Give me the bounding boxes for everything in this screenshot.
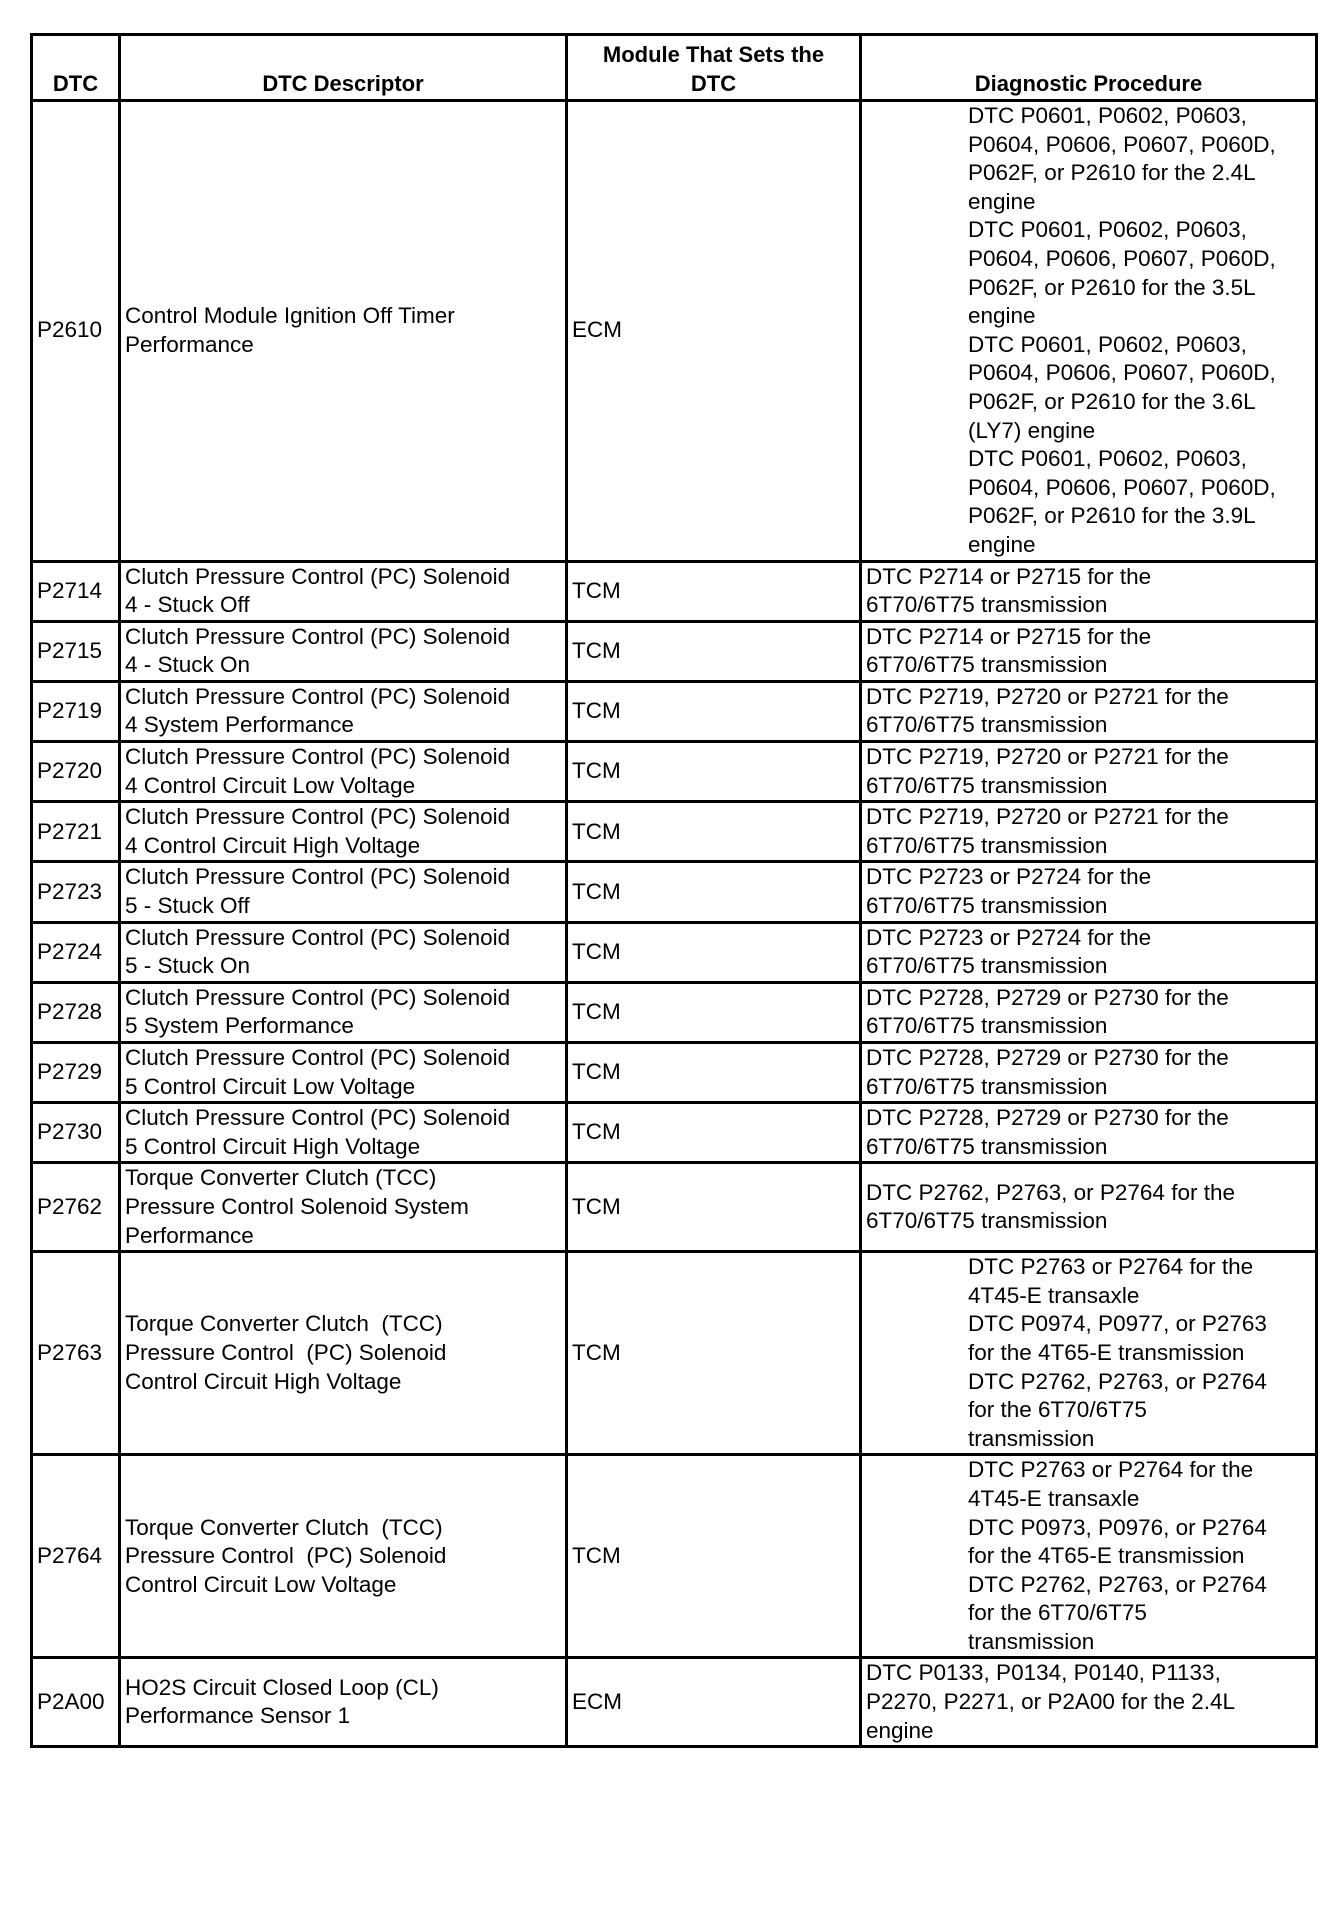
table-row: [32, 862, 1317, 922]
procedure-line: DTC P2728, P2729 or P2730 for the: [866, 984, 1229, 1010]
module-cell: TCM: [567, 922, 861, 982]
procedure-line: DTC P0973, P0976, or P2764: [968, 1514, 1267, 1540]
header-descriptor: DTC Descriptor: [120, 35, 567, 101]
table-row: [32, 1043, 1317, 1103]
procedure-line: DTC P2762, P2763, or P2764: [968, 1571, 1267, 1597]
procedure-line: DTC P0133, P0134, P0140, P1133,: [866, 1660, 1221, 1686]
table-row: [32, 742, 1317, 802]
descriptor-line: Pressure Control (PC) Solenoid: [125, 1543, 447, 1569]
module-cell: TCM: [567, 1103, 861, 1163]
descriptor-line: 5 - Stuck Off: [125, 893, 250, 919]
diagnostic-procedure-cell: [861, 922, 1317, 982]
dtc-descriptor-cell: [120, 1043, 567, 1103]
diagnostic-procedure-cell: [861, 982, 1317, 1042]
diagnostic-procedure-cell: [861, 1043, 1317, 1103]
header-dtc: DTC: [32, 35, 120, 101]
table-row: [32, 922, 1317, 982]
dtc-descriptor-cell: [120, 922, 567, 982]
procedure-line: for the 4T65-E transmission: [968, 1543, 1245, 1569]
descriptor-line: 5 System Performance: [125, 1013, 354, 1039]
table-body: [32, 101, 1317, 1747]
dtc-descriptor-cell: [120, 1658, 567, 1747]
dtc-code-cell: P2714: [32, 561, 120, 621]
procedure-line: engine: [866, 1717, 934, 1743]
descriptor-line: Performance Sensor 1: [125, 1703, 351, 1729]
procedure-line: P062F, or P2610 for the 3.5L: [968, 274, 1256, 300]
procedure-line: DTC P2723 or P2724 for the: [866, 864, 1152, 890]
diagnostic-procedure-cell: [861, 561, 1317, 621]
diagnostic-procedure-cell: [861, 681, 1317, 741]
descriptor-line: 4 System Performance: [125, 712, 354, 738]
descriptor-line: Torque Converter Clutch (TCC): [125, 1165, 437, 1191]
module-cell: ECM: [567, 101, 861, 562]
dtc-descriptor-cell: [120, 621, 567, 681]
module-cell: TCM: [567, 561, 861, 621]
descriptor-line: Control Module Ignition Off Timer: [125, 303, 455, 329]
descriptor-line: 4 - Stuck Off: [125, 592, 250, 618]
dtc-descriptor-cell: [120, 561, 567, 621]
procedure-line: P062F, or P2610 for the 3.9L: [968, 503, 1256, 529]
table-row: [32, 101, 1317, 562]
dtc-descriptor-cell: [120, 982, 567, 1042]
procedure-line: for the 6T70/6T75: [968, 1397, 1147, 1423]
procedure-line: DTC P2723 or P2724 for the: [866, 924, 1152, 950]
table-row: [32, 1455, 1317, 1658]
procedure-line: 6T70/6T75 transmission: [866, 592, 1108, 618]
procedure-line: 6T70/6T75 transmission: [866, 1013, 1108, 1039]
descriptor-line: Clutch Pressure Control (PC) Solenoid: [125, 1045, 511, 1070]
procedure-line: 6T70/6T75 transmission: [866, 1133, 1108, 1159]
header-procedure: Diagnostic Procedure: [861, 35, 1317, 101]
procedure-line: DTC P2719, P2720 or P2721 for the: [866, 744, 1229, 770]
dtc-code-cell: P2762: [32, 1163, 120, 1252]
module-cell: TCM: [567, 1163, 861, 1252]
descriptor-line: Control Circuit Low Voltage: [125, 1571, 397, 1597]
descriptor-line: Control Circuit High Voltage: [125, 1368, 402, 1394]
module-cell: TCM: [567, 681, 861, 741]
dtc-code-cell: P2728: [32, 982, 120, 1042]
procedure-line: 4T45-E transaxle: [968, 1282, 1140, 1308]
table-row: [32, 1658, 1317, 1747]
procedure-line: P0604, P0606, P0607, P060D,: [968, 474, 1276, 500]
procedure-line: P0604, P0606, P0607, P060D,: [968, 360, 1276, 386]
module-cell: TCM: [567, 802, 861, 862]
dtc-code-cell: P2723: [32, 862, 120, 922]
procedure-line: engine: [968, 188, 1036, 214]
descriptor-line: Clutch Pressure Control (PC) Solenoid: [125, 563, 511, 589]
dtc-descriptor-cell: [120, 1103, 567, 1163]
module-cell: TCM: [567, 862, 861, 922]
module-cell: TCM: [567, 982, 861, 1042]
descriptor-line: Performance: [125, 331, 254, 357]
procedure-line: DTC P2719, P2720 or P2721 for the: [866, 683, 1229, 709]
descriptor-line: Clutch Pressure Control (PC) Solenoid: [125, 623, 511, 649]
diagnostic-procedure-cell: [861, 1103, 1317, 1163]
procedure-line: DTC P2714 or P2715 for the: [866, 563, 1152, 589]
procedure-line: 6T70/6T75 transmission: [866, 953, 1108, 979]
diagnostic-procedure-cell: [861, 862, 1317, 922]
dtc-code-cell: P2A00: [32, 1658, 120, 1747]
diagnostic-procedure-cell: [861, 802, 1317, 862]
descriptor-line: Pressure Control (PC) Solenoid: [125, 1339, 447, 1365]
diagnostic-procedure-cell: [861, 1455, 1317, 1658]
procedure-line: DTC P2762, P2763, or P2764: [968, 1368, 1267, 1394]
procedure-line: 6T70/6T75 transmission: [866, 832, 1108, 858]
procedure-line: for the 6T70/6T75: [968, 1600, 1147, 1626]
dtc-descriptor-cell: [120, 862, 567, 922]
descriptor-line: Clutch Pressure Control (PC) Solenoid: [125, 804, 511, 830]
dtc-descriptor-cell: [120, 1252, 567, 1455]
module-cell: ECM: [567, 1658, 861, 1747]
dtc-descriptor-cell: [120, 802, 567, 862]
header-module: [567, 35, 861, 101]
procedure-line: 6T70/6T75 transmission: [866, 652, 1108, 678]
table-row: [32, 1163, 1317, 1252]
procedure-line: DTC P0601, P0602, P0603,: [968, 103, 1247, 128]
header-module-line: DTC: [690, 71, 737, 96]
procedure-line: P062F, or P2610 for the 2.4L: [968, 160, 1256, 186]
module-cell: TCM: [567, 1455, 861, 1658]
procedure-line: engine: [968, 531, 1036, 557]
procedure-line: P2270, P2271, or P2A00 for the 2.4L: [866, 1689, 1236, 1715]
descriptor-line: 4 Control Circuit High Voltage: [125, 832, 421, 858]
header-module-line: Module That Sets the: [602, 42, 825, 67]
descriptor-line: Clutch Pressure Control (PC) Solenoid: [125, 924, 511, 950]
dtc-code-cell: P2720: [32, 742, 120, 802]
module-cell: TCM: [567, 742, 861, 802]
dtc-descriptor-cell: [120, 1455, 567, 1658]
descriptor-line: 4 - Stuck On: [125, 652, 251, 678]
descriptor-line: 5 Control Circuit Low Voltage: [125, 1073, 416, 1099]
procedure-line: DTC P2762, P2763, or P2764 for the: [866, 1179, 1235, 1205]
dtc-code-cell: P2719: [32, 681, 120, 741]
descriptor-line: HO2S Circuit Closed Loop (CL): [125, 1674, 439, 1700]
procedure-line: 6T70/6T75 transmission: [866, 772, 1108, 798]
module-cell: TCM: [567, 621, 861, 681]
procedure-line: DTC P2763 or P2764 for the: [968, 1457, 1254, 1483]
dtc-code-cell: P2764: [32, 1455, 120, 1658]
procedure-line: DTC P2728, P2729 or P2730 for the: [866, 1045, 1229, 1070]
descriptor-line: 5 - Stuck On: [125, 953, 251, 979]
table-row: [32, 621, 1317, 681]
module-cell: TCM: [567, 1043, 861, 1103]
dtc-code-cell: P2715: [32, 621, 120, 681]
procedure-line: DTC P0601, P0602, P0603,: [968, 217, 1247, 243]
procedure-line: transmission: [968, 1425, 1095, 1451]
dtc-descriptor-cell: [120, 681, 567, 741]
dtc-code-cell: P2724: [32, 922, 120, 982]
table-row: [32, 681, 1317, 741]
diagnostic-procedure-cell: [861, 1658, 1317, 1747]
dtc-code-cell: P2763: [32, 1252, 120, 1455]
procedure-line: DTC P2728, P2729 or P2730 for the: [866, 1105, 1229, 1131]
procedure-line: 4T45-E transaxle: [968, 1485, 1140, 1511]
procedure-line: 6T70/6T75 transmission: [866, 893, 1108, 919]
dtc-code-cell: P2730: [32, 1103, 120, 1163]
dtc-descriptor-cell: [120, 1163, 567, 1252]
procedure-line: (LY7) engine: [968, 417, 1096, 443]
module-cell: TCM: [567, 1252, 861, 1455]
table-row: [32, 561, 1317, 621]
procedure-line: DTC P2719, P2720 or P2721 for the: [866, 804, 1229, 830]
table-row: [32, 802, 1317, 862]
procedure-line: 6T70/6T75 transmission: [866, 1208, 1108, 1234]
dtc-descriptor-cell: [120, 101, 567, 562]
procedure-line: 6T70/6T75 transmission: [866, 1073, 1108, 1099]
procedure-line: P0604, P0606, P0607, P060D,: [968, 245, 1276, 271]
descriptor-line: Torque Converter Clutch (TCC): [125, 1514, 443, 1540]
descriptor-line: Clutch Pressure Control (PC) Solenoid: [125, 864, 511, 890]
procedure-line: P0604, P0606, P0607, P060D,: [968, 131, 1276, 157]
procedure-line: DTC P2763 or P2764 for the: [968, 1254, 1254, 1280]
table-row: [32, 1252, 1317, 1455]
procedure-line: DTC P0601, P0602, P0603,: [968, 446, 1247, 472]
descriptor-line: Pressure Control Solenoid System: [125, 1193, 469, 1219]
dtc-code-cell: P2729: [32, 1043, 120, 1103]
diagnostic-procedure-cell: [861, 621, 1317, 681]
diagnostic-procedure-cell: [861, 1163, 1317, 1252]
dtc-code-cell: P2610: [32, 101, 120, 562]
procedure-line: P062F, or P2610 for the 3.6L: [968, 388, 1256, 414]
table-row: [32, 982, 1317, 1042]
table-row: [32, 1103, 1317, 1163]
dtc-code-cell: P2721: [32, 802, 120, 862]
descriptor-line: Clutch Pressure Control (PC) Solenoid: [125, 984, 511, 1010]
descriptor-line: 5 Control Circuit High Voltage: [125, 1133, 421, 1159]
procedure-line: DTC P0974, P0977, or P2763: [968, 1311, 1267, 1337]
descriptor-line: Clutch Pressure Control (PC) Solenoid: [125, 683, 511, 709]
descriptor-line: 4 Control Circuit Low Voltage: [125, 772, 416, 798]
procedure-line: for the 4T65-E transmission: [968, 1339, 1245, 1365]
descriptor-line: Performance: [125, 1222, 254, 1248]
descriptor-line: Torque Converter Clutch (TCC): [125, 1311, 443, 1337]
procedure-line: 6T70/6T75 transmission: [866, 712, 1108, 738]
descriptor-line: Clutch Pressure Control (PC) Solenoid: [125, 744, 511, 770]
procedure-line: DTC P0601, P0602, P0603,: [968, 331, 1247, 357]
diagnostic-procedure-cell: [861, 101, 1317, 562]
descriptor-line: Clutch Pressure Control (PC) Solenoid: [125, 1105, 511, 1131]
procedure-line: transmission: [968, 1628, 1095, 1654]
procedure-line: engine: [968, 303, 1036, 329]
diagnostic-procedure-cell: [861, 742, 1317, 802]
dtc-table: [30, 33, 1318, 1748]
table-header-row: [32, 35, 1317, 101]
procedure-line: DTC P2714 or P2715 for the: [866, 623, 1152, 649]
diagnostic-procedure-cell: [861, 1252, 1317, 1455]
dtc-descriptor-cell: [120, 742, 567, 802]
